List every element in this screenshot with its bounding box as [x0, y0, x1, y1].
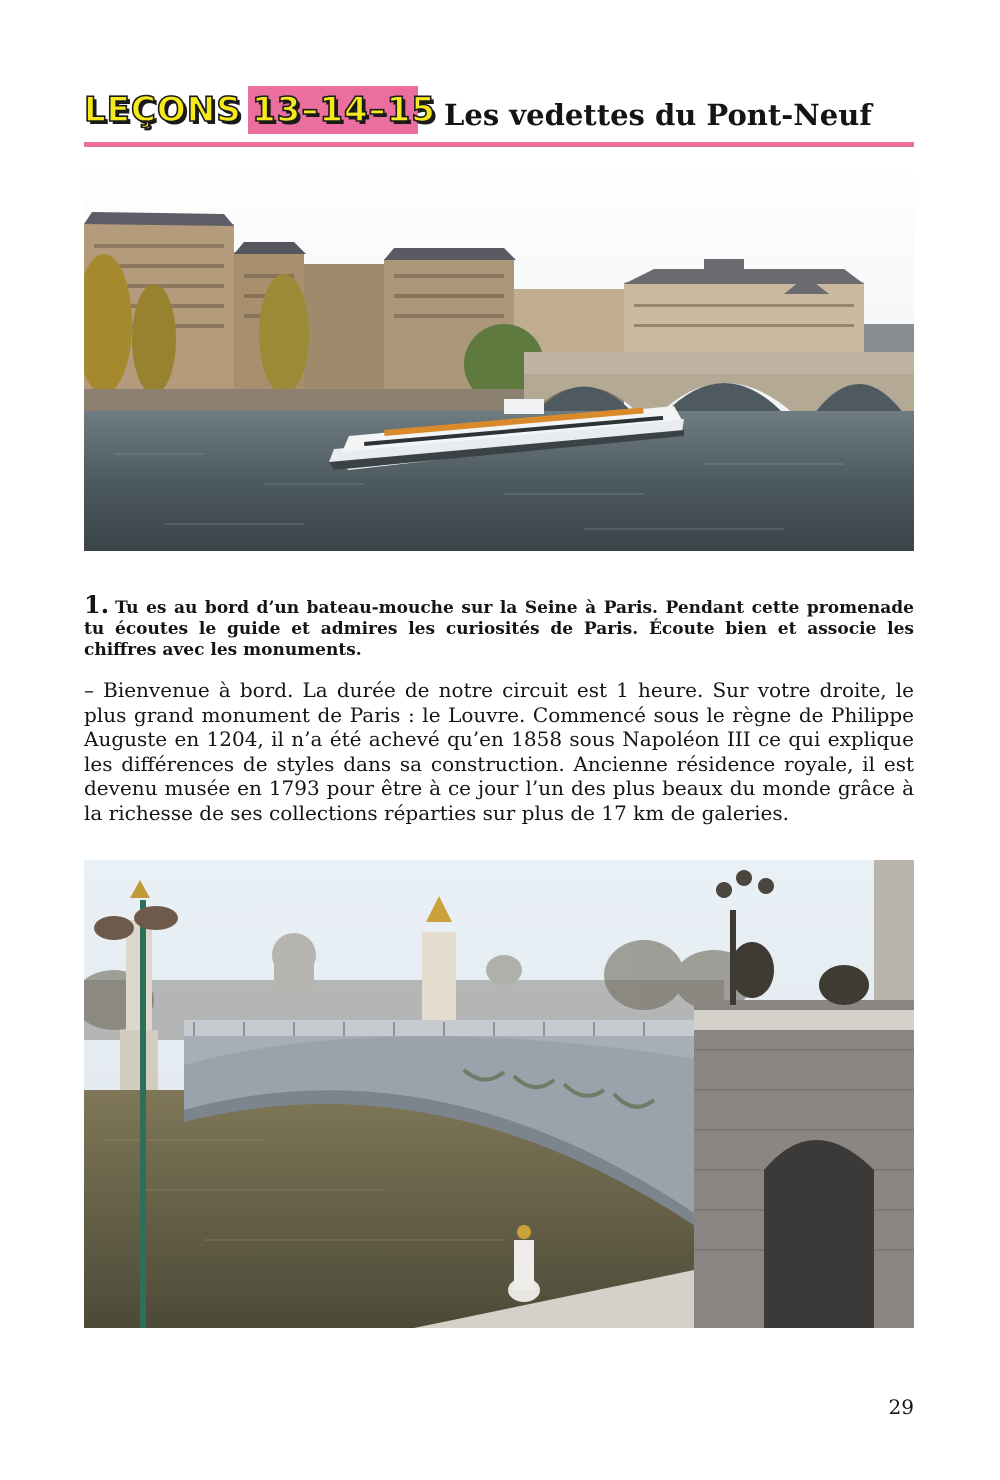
exercise-instruction	[84, 590, 914, 661]
lesson-header	[84, 84, 914, 144]
pont-alexandre-illustration	[84, 860, 914, 1328]
guide-text: – Bienvenue à bord. La durée de notre circuit est 1 heure. Sur votre droite, le plus grand monument de Paris : le Louvre. Commencé sous le règne de Philippe Auguste en 1204, il n’a été achevé qu’en 1858 sous Napoléon III ce qui explique les différences de styles dans sa construction. Ancienne résidence royale, il est devenu musée en 1793 pour être à ce jour l’un des plus beaux du monde grâce à la richesse de ses collections réparties sur plus de 17 km de galeries.	[84, 678, 914, 825]
page-title: Les vedettes du Pont-Neuf	[444, 98, 872, 132]
exercise-text: Tu es au bord d’un bateau-mouche sur la Seine à Paris. Pendant cette promenade tu écoutes le guide et admires les curiosités de Paris. Écoute bien et associe les chiffres avec les monuments.	[84, 598, 914, 660]
lesson-numbers: 13–14–15	[252, 90, 436, 130]
lessons-label: LEÇONS	[84, 90, 242, 130]
page-number: 29	[888, 1395, 914, 1419]
photo-seine-boat	[84, 164, 914, 551]
photo-pont-alexandre-iii	[84, 860, 914, 1328]
exercise-number: 1.	[84, 590, 110, 619]
header-divider	[84, 142, 914, 147]
seine-boat-illustration	[84, 164, 914, 551]
